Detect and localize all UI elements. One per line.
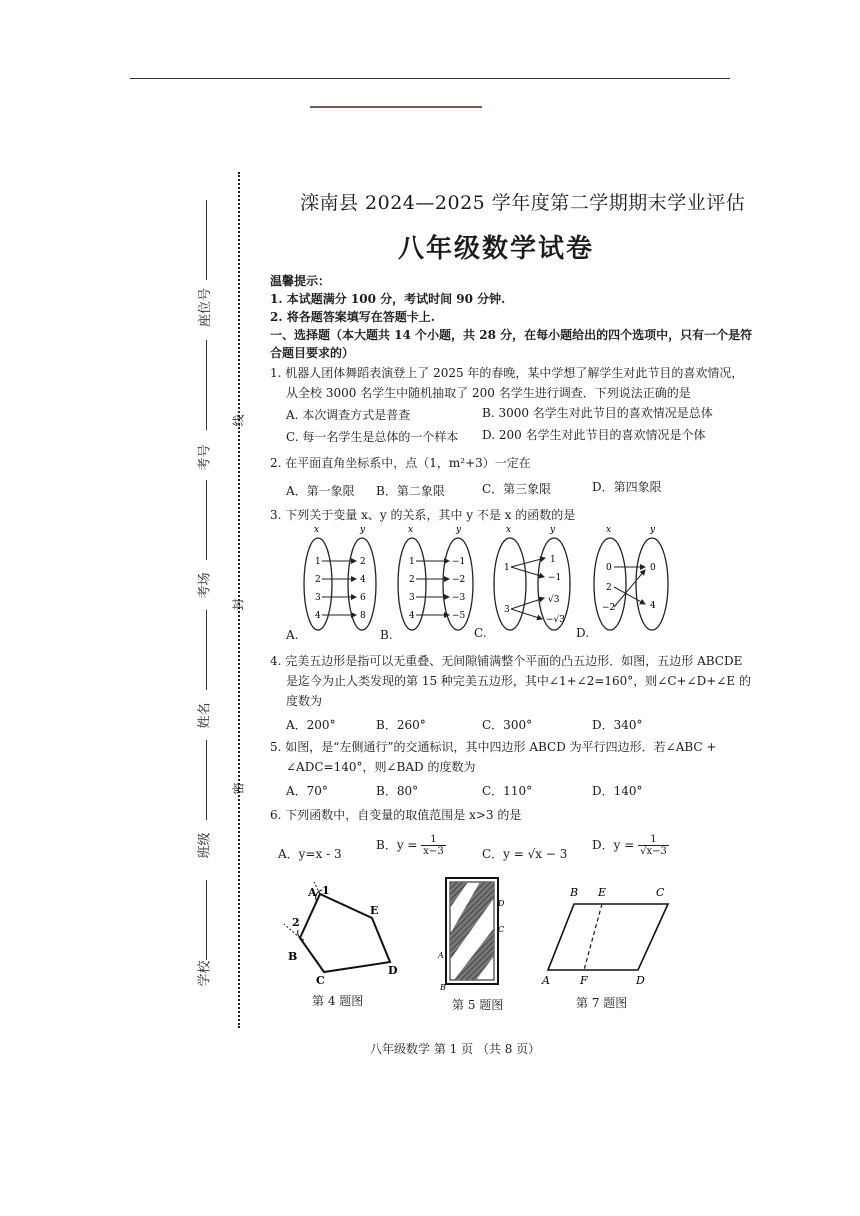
q3-diagram-b (398, 525, 473, 630)
q5-option-a: A．70° (286, 784, 328, 798)
q6-b-numerator: 1 (421, 834, 445, 846)
q3-c-y-label: y (550, 525, 556, 535)
q1-option-a: A. 本次调查方式是普查 (286, 408, 411, 422)
figure-7-caption: 第 7 题图 (576, 996, 628, 1010)
q3-c-x1: 1 (504, 563, 510, 573)
q3-a-y3: 6 (360, 593, 366, 603)
fig4-label-1: 1 (322, 884, 330, 897)
tips-heading: 温馨提示： (270, 274, 331, 288)
q1-option-b: B. 3000 名学生对此节目的喜欢情况是总体 (482, 406, 713, 420)
q3-d-y2: 4 (650, 601, 656, 611)
q3-d-x2: 2 (606, 583, 612, 593)
school-underline (206, 880, 207, 960)
q6-option-b-fraction (421, 834, 445, 857)
q3-a-y2: 4 (360, 575, 366, 585)
q3-b-x2: 2 (409, 575, 415, 585)
q3-c-y2: −1 (548, 573, 562, 583)
q3-a-y-label: y (360, 525, 366, 535)
fig7-label-b: B (570, 886, 579, 899)
q3-a-x-label: x (314, 525, 320, 535)
section1-line1: 一、选择题（本大题共 14 个小题，共 28 分，在每小题给出的四个选项中，只有一个是符 (270, 328, 753, 342)
q4-option-d: D．340° (592, 718, 643, 732)
q2-option-d: D．第四象限 (592, 480, 662, 494)
figure-4-pentagon (278, 880, 408, 992)
q5-line2: ∠ADC=140°，则∠BAD 的度数为 (286, 760, 476, 774)
fig5-label-d: D (498, 899, 505, 908)
q3-stem: 3. 下列关于变量 x、y 的关系，其中 y 不是 x 的函数的是 (270, 508, 576, 522)
q1-option-c: C. 每一名学生是总体的一个样本 (286, 430, 459, 444)
exam-no-underline (206, 340, 207, 430)
q3-b-x3: 3 (409, 593, 415, 603)
q3-option-b: B. (380, 628, 393, 642)
fig7-label-a: A (542, 974, 550, 987)
q3-a-x1: 1 (315, 557, 321, 567)
q6-d-denominator: √x−3 (640, 846, 667, 857)
seat-underline (206, 200, 207, 280)
fig7-label-d: D (636, 974, 645, 987)
q3-b-x4: 4 (409, 611, 415, 621)
fig5-label-a: A (438, 951, 444, 960)
tip-1: 1. 本试题满分 100 分，考试时间 90 分钟. (270, 292, 506, 306)
q3-b-y-label: y (456, 525, 462, 535)
fig4-label-b: B (288, 950, 298, 963)
q3-d-x-label: x (606, 525, 612, 535)
q3-a-x3: 3 (315, 593, 321, 603)
cut-seal-char: 封 (231, 598, 246, 611)
q2-option-a: A．第一象限 (286, 484, 355, 498)
q6-b-denominator: x−3 (423, 846, 444, 857)
q3-option-a: A. (286, 628, 299, 642)
q3-b-y4: −5 (452, 611, 466, 621)
q6-option-d (592, 834, 669, 857)
q6-option-d-fraction (638, 834, 669, 857)
exam-title: 滦南县 2024—2025 学年度第二学期期末学业评估 (300, 192, 746, 214)
fig4-label-a: A (308, 886, 317, 899)
figure-7-parallelogram (536, 882, 676, 990)
q5-line1: 5. 如图，是“左侧通行”的交通标识，其中四边形 ABCD 为平行四边形．若∠ABC + (270, 740, 717, 754)
q3-option-d: D. (576, 626, 590, 640)
q4-line3: 度数为 (286, 694, 323, 708)
q3-c-y3: √3 (548, 595, 560, 605)
q2-stem: 2. 在平面直角坐标系中，点（1，m²+3）一定在 (270, 456, 531, 470)
fig5-label-c: C (498, 925, 505, 934)
q3-a-x4: 4 (315, 611, 321, 621)
q3-a-y4: 8 (360, 611, 366, 621)
top-mark (310, 106, 482, 108)
q3-d-x1: 0 (606, 563, 612, 573)
tip-2: 2. 将各题答案填写在答题卡上. (270, 310, 435, 324)
figure-4-caption: 第 4 题图 (312, 994, 364, 1008)
q3-d-y1: 0 (650, 563, 656, 573)
q6-option-b (376, 834, 446, 857)
class-label: 班级 (197, 832, 213, 859)
fig7-label-e: E (598, 886, 607, 899)
q6-option-d-prefix: D．y = (592, 838, 635, 852)
q3-d-x3: −2 (602, 603, 616, 613)
q4-line2: 是迄今为止人类发现的第 15 种完美五边形，其中∠1+∠2=160°，则∠C+∠D+∠E 的 (286, 674, 751, 688)
q2-option-b: B．第二象限 (376, 484, 445, 498)
q3-b-x-label: x (408, 525, 414, 535)
fig4-label-d: D (388, 964, 398, 977)
q1-option-d: D. 200 名学生对此节目的喜欢情况是个体 (482, 428, 706, 442)
page-footer: 八年级数学 第 1 页 （共 8 页） (370, 1042, 541, 1056)
school-label: 学校 (197, 960, 213, 987)
q5-option-b: B．80° (376, 784, 419, 798)
q4-line1: 4. 完美五边形是指可以无重叠、无间隙铺满整个平面的凸五边形．如图，五边形 ABCDE (270, 654, 743, 668)
cut-line-char: 线 (231, 414, 246, 427)
cut-mi-char: 密 (231, 782, 246, 795)
fig4-label-c: C (316, 974, 325, 987)
class-underline (206, 740, 207, 820)
q3-diagram-c (494, 525, 570, 630)
q3-c-y4: −√3 (546, 615, 566, 625)
q4-option-b: B．260° (376, 718, 426, 732)
fig7-label-c: C (656, 886, 665, 899)
q6-option-b-prefix: B．y = (376, 838, 418, 852)
q3-a-y1: 2 (360, 557, 366, 567)
q3-c-y1: 1 (550, 555, 556, 565)
q1-line1: 1. 机器人团体舞蹈表演登上了 2025 年的春晚，某中学想了解学生对此节目的喜欢情况， (270, 366, 744, 380)
q3-b-y1: −1 (452, 557, 466, 567)
q3-option-c: C. (474, 626, 487, 640)
exam-no-label: 考号 (197, 444, 213, 471)
q2-option-c: C．第三象限 (482, 482, 552, 496)
room-underline (206, 480, 207, 560)
figure-5-traffic-sign (436, 874, 512, 992)
fig5-label-b: B (440, 983, 446, 992)
top-rule (130, 78, 730, 79)
q3-b-y3: −3 (452, 593, 466, 603)
q3-b-y2: −2 (452, 575, 466, 585)
q5-option-d: D．140° (592, 784, 643, 798)
seat-label: 座位号 (198, 287, 214, 328)
fig4-label-2: 2 (292, 916, 300, 929)
q3-diagram-a (304, 525, 376, 630)
q4-option-c: C．300° (482, 718, 533, 732)
exam-subtitle: 八年级数学试卷 (398, 234, 595, 264)
q5-option-c: C．110° (482, 784, 533, 798)
q3-c-x2: 3 (504, 605, 510, 615)
section1-line2: 合题目要求的） (270, 346, 355, 360)
name-underline (206, 610, 207, 690)
q1-line2: 从全校 3000 名学生中随机抽取了 200 名学生进行调查．下列说法正确的是 (286, 386, 691, 400)
q6-d-numerator: 1 (638, 834, 669, 846)
room-label: 考场 (197, 572, 213, 599)
name-label: 姓名 (197, 702, 213, 729)
figure-5-caption: 第 5 题图 (452, 998, 504, 1012)
q6-option-c: C．y = √x − 3 (482, 847, 568, 861)
q3-b-x1: 1 (409, 557, 415, 567)
q4-option-a: A．200° (286, 718, 336, 732)
q6-stem: 6. 下列函数中，自变量的取值范围是 x>3 的是 (270, 808, 522, 822)
fig7-label-f: F (580, 974, 588, 987)
q3-diagram-d (594, 525, 668, 630)
fig4-label-e: E (370, 904, 379, 917)
q3-a-x2: 2 (315, 575, 321, 585)
q6-option-a: A．y=x - 3 (278, 847, 342, 861)
q3-d-y-label: y (650, 525, 656, 535)
q3-c-x-label: x (506, 525, 512, 535)
